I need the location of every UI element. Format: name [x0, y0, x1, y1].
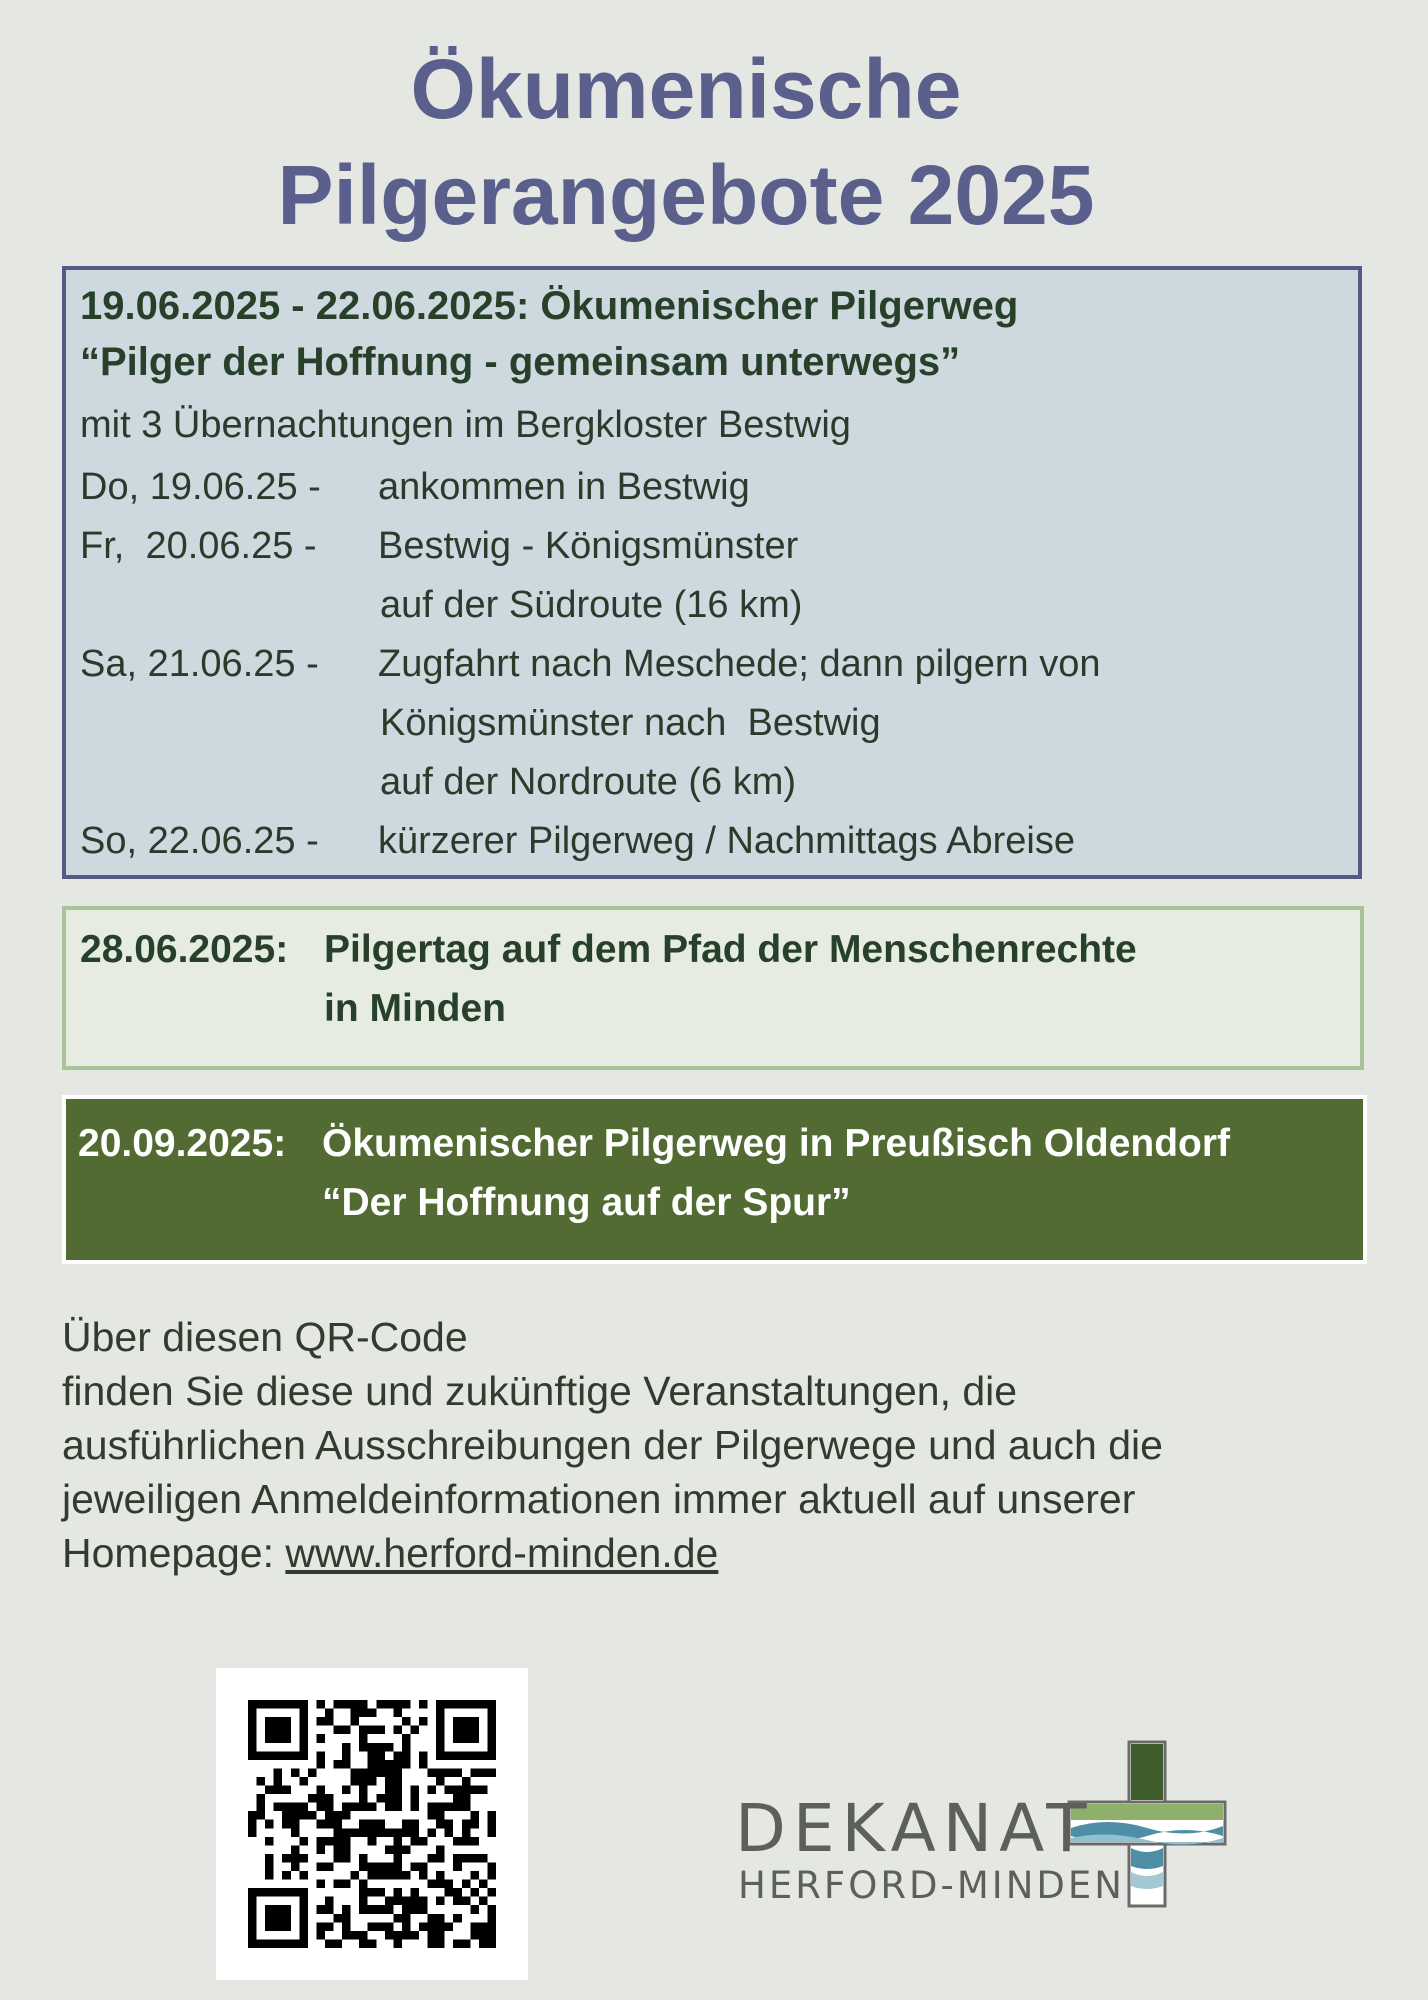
event1-headline-2: “Pilger der Hoffnung - gemeinsam unterwegs” — [80, 340, 961, 384]
schedule-text: Königsmünster nach Bestwig — [380, 702, 881, 744]
info-line-2: finden Sie diese und zukünftige Veranstaltungen, die — [62, 1368, 1018, 1414]
event3-date: 20.09.2025: — [78, 1122, 287, 1165]
schedule-text: ankommen in Bestwig — [378, 466, 750, 508]
qr-code-icon — [248, 1700, 496, 1948]
title-line-1: Ökumenische — [410, 42, 962, 136]
event2-date: 28.06.2025: — [80, 928, 289, 971]
schedule-row — [80, 812, 1344, 871]
schedule-row-continued — [80, 576, 1344, 635]
event-box-minden — [62, 906, 1364, 1070]
info-line-3: ausführlichen Ausschreibungen der Pilgerwege und auch die — [62, 1422, 1163, 1468]
homepage-link[interactable]: www.herford-minden.de — [285, 1530, 719, 1576]
info-line-5 — [62, 1526, 1382, 1580]
title-line-2: Pilgerangebote 2025 — [277, 148, 1095, 242]
event-box-bestwig — [62, 266, 1362, 879]
schedule-text: kürzerer Pilgerweg / Nachmittags Abreise — [378, 820, 1075, 862]
page-title — [0, 36, 1372, 248]
info-line-1: Über diesen QR-Code — [62, 1314, 468, 1360]
event-box-oldendorf — [62, 1095, 1367, 1264]
schedule-text: auf der Nordroute (6 km) — [380, 761, 797, 803]
dekanat-logo — [735, 1740, 1255, 1910]
event1-schedule — [80, 458, 1344, 871]
logo-line-2: HERFORD-MINDEN — [738, 1864, 1125, 1907]
event1-subtitle: mit 3 Übernachtungen im Bergkloster Bestwig — [80, 404, 851, 446]
event3-title-line-1: Ökumenischer Pilgerweg in Preußisch Oldendorf — [322, 1122, 1231, 1165]
schedule-day: Fr, 20.06.25 - — [80, 525, 317, 567]
schedule-day: Do, 19.06.25 - — [80, 466, 321, 508]
schedule-day: So, 22.06.25 - — [80, 820, 319, 862]
schedule-day: Sa, 21.06.25 - — [80, 643, 319, 685]
schedule-row-continued — [80, 753, 1344, 812]
schedule-row — [80, 635, 1344, 694]
schedule-row — [80, 517, 1344, 576]
logo-line-1: DEKANAT — [735, 1790, 1094, 1867]
schedule-text: auf der Südroute (16 km) — [380, 584, 803, 626]
event2-title-line-1: Pilgertag auf dem Pfad der Menschenrechte — [324, 928, 1137, 971]
schedule-text: Bestwig - Königsmünster — [378, 525, 799, 567]
info-line-4: jeweiligen Anmeldeinformationen immer aktuell auf unserer — [62, 1476, 1136, 1522]
event1-headline-1: 19.06.2025 - 22.06.2025: Ökumenischer Pilgerweg — [80, 284, 1019, 328]
event2-title-line-2: in Minden — [324, 987, 506, 1030]
info-text — [62, 1310, 1382, 1580]
qr-code[interactable] — [216, 1668, 528, 1980]
schedule-row — [80, 458, 1344, 517]
event3-title-line-2: “Der Hoffnung auf der Spur” — [322, 1181, 851, 1224]
schedule-text: Zugfahrt nach Meschede; dann pilgern von — [378, 643, 1101, 685]
schedule-row-continued — [80, 694, 1344, 753]
homepage-label: Homepage: — [62, 1530, 274, 1576]
